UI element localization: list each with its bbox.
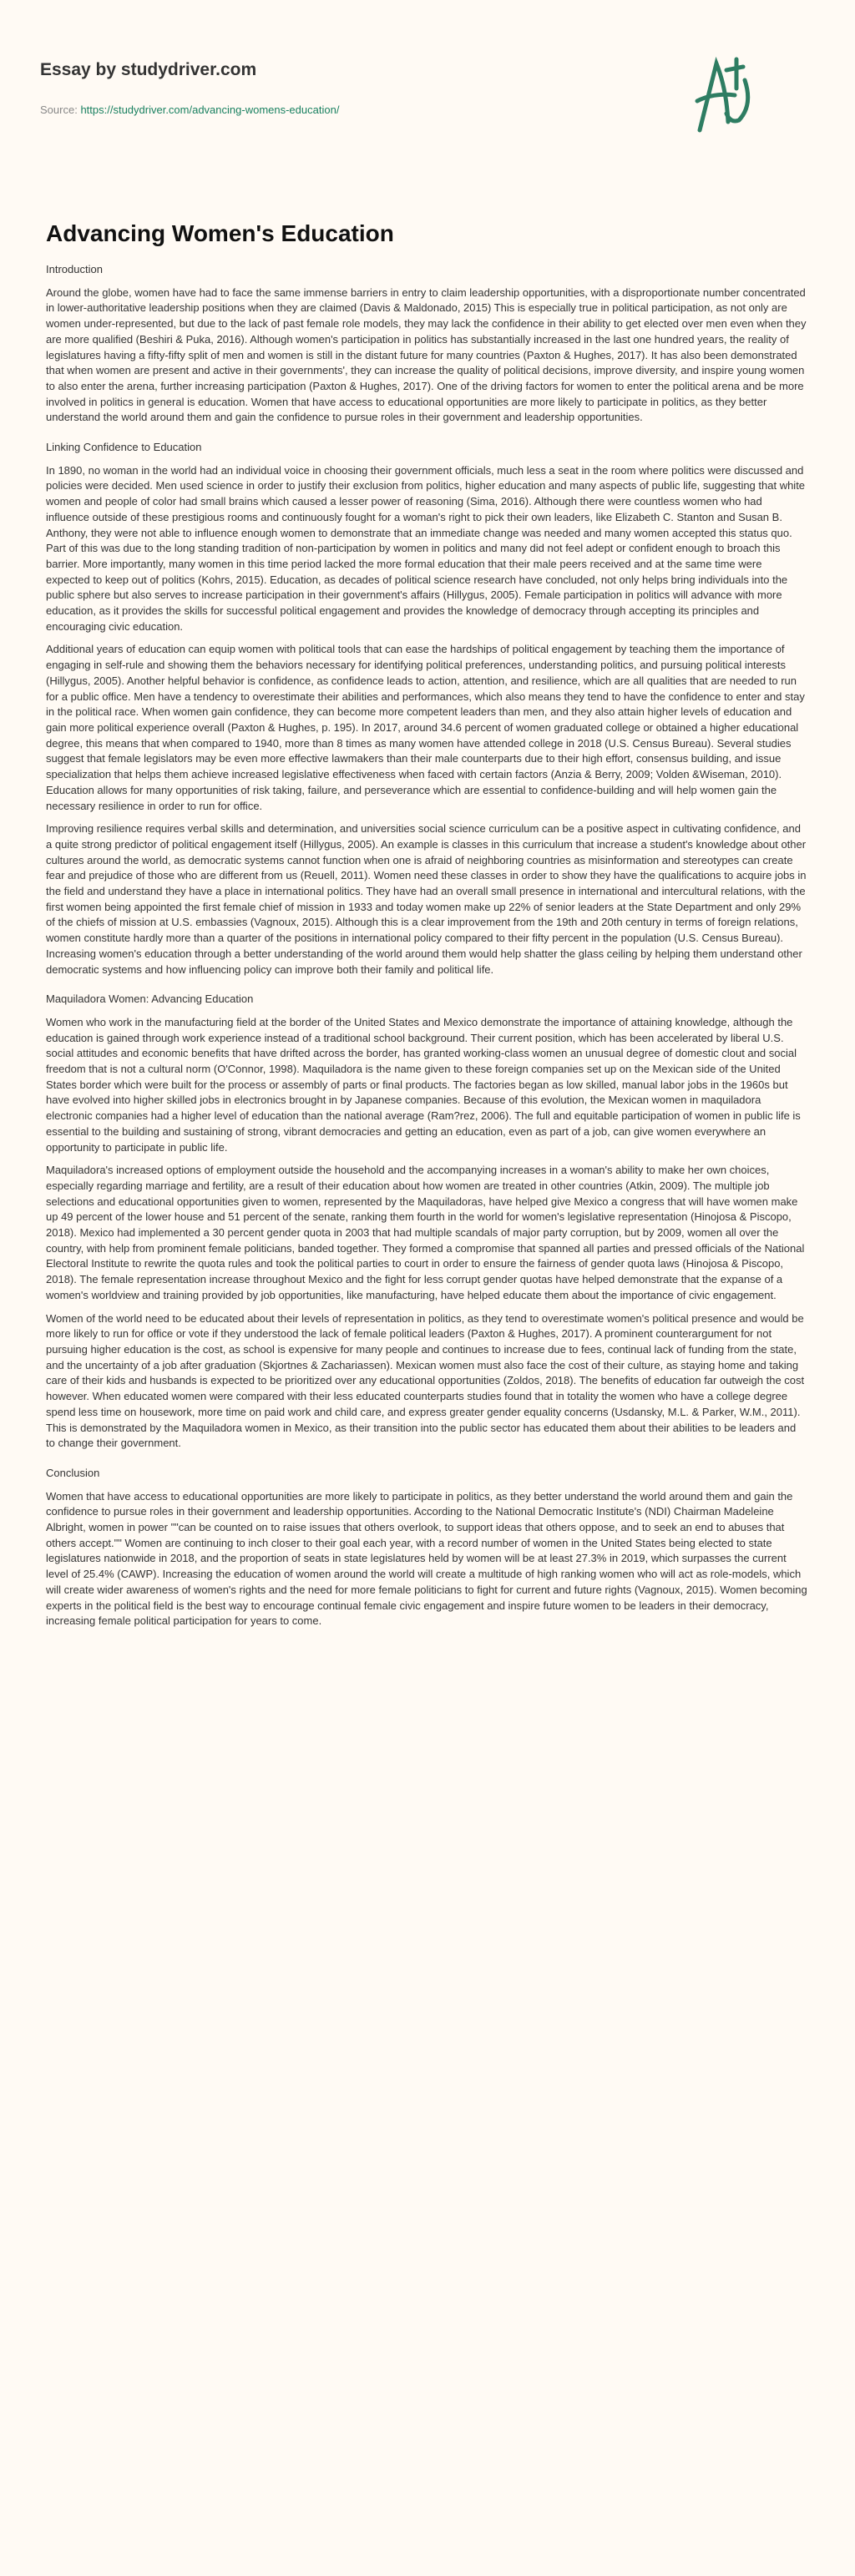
section-heading: Introduction xyxy=(46,263,103,275)
section-heading: Conclusion xyxy=(46,1466,100,1479)
site-title: Essay by studydriver.com xyxy=(40,60,257,79)
section-heading: Maquiladora Women: Advancing Education xyxy=(46,993,254,1006)
source-label: Source: xyxy=(40,104,78,116)
page-header xyxy=(0,0,855,154)
article-body xyxy=(46,262,807,1629)
source-link[interactable]: https://studydriver.com/advancing-womens-education/ xyxy=(80,104,340,116)
paragraph: Around the globe, women have had to face the same immense barriers in entry to claim leadership opportunities, with a disproportionate number concentrated in lower-authoritative leadership positions when they are claimed (Davis & Maldonado, 2015) This is especially true in political participation, as not only are women under-represented, but due to the lack of past female role models, they may lack the confidence in their ability to get elected over men even when they are more qualified (Beshiri & Puka, 2016). Although women's participation in politics has substantially increased in the last one hundred years, the reality of legislatures having a fifty-fifty split of men and women is still in the distant future for many countries (Paxton & Hughes, 2017). It has also been demonstrated that when women are present and active in their governments', they can increase the quality of political decisions, improve diversity, and inspire young women to also enter the arena, further increasing participation (Paxton & Hughes, 2017). One of the driving factors for women to enter the political arena and be more involved in politics in general is education. Women that have access to educational opportunities are more likely to participate in politics, as they better understand the world around them and gain the confidence to pursue roles in their government and leadership opportunities. xyxy=(46,285,807,424)
source-line xyxy=(40,104,339,116)
paragraph: Additional years of education can equip women with political tools that can ease the hardships of political engagement by teaching them the importance of engaging in self-rule and showing them the behaviors necessary for identifying political preferences, understanding politics, and pursuing political interests (Hillygus, 2005). Another helpful behavior is confidence, as confidence leads to action, attention, and resilience, which are all qualities that are needed to run for a public office. Men have a tendency to overestimate their abilities and performances, which also means they tend to have the confidence to enter and stay in the political race. When women gain confidence, they can become more competent leaders than men, and they also attain higher levels of education and gain more political experience overall (Paxton & Hughes, p. 195). In 2017, around 34.6 percent of women graduated college or obtained a higher educational degree, this means that when compared to 1940, more than 8 times as many women have attended college in 2018 (U.S. Census Bureau). Several studies suggest that female legislators may be even more effective lawmakers than their male counterparts due to their high effort, consensus building, and issue specialization that helps them achieve increased legislative effectiveness when faced with certain factors (Anzia & Berry, 2009; Volden &Wiseman, 2010). Education allows for many opportunities of risk taking, failure, and perseverance which are essential to confidence-building and will help women gain the necessary resilience in order to run for office. xyxy=(46,643,805,812)
paragraph: Maquiladora's increased options of employment outside the household and the accompanying increases in a woman's ability to make her own choices, especially regarding marriage and fertility, are a result of their education about how women are treated in other countries (Atkin, 2009). The multiple job selections and educational opportunities given to women, represented by the Maquiladoras, have helped give Mexico a congress that will have women make up 49 percent of the lower house and 51 percent of the senate, ranking them fourth in the world for women's legislative representation (Hinojosa & Piscopo, 2018). Mexico had implemented a 30 percent gender quota in 2003 that had multiple scandals of major party corruption, but by 2009, women all over the country, with help from prominent female politicians, banded together. They formed a compromise that spanned all parties and pressed officials of the National Electoral Institute to rewrite the quota rules and took the political parties to court in order to ensure the fairness of gender quota laws (Hinojosa & Piscopo, 2018). The female representation increase throughout Mexico and the fight for less corrupt gender quotas have helped demonstrate that the expanse of a women's worldview and training provided by job opportunities, like manufacturing, have helped educate them about the importance of civic engagement. xyxy=(46,1164,805,1301)
a-plus-logo-icon xyxy=(693,55,785,139)
paragraph: In 1890, no woman in the world had an individual voice in choosing their government officials, much less a seat in the room where politics were discussed and policies were decided. Men used science in order to justify their exclusion from politics, higher education and many aspects of public life, suggesting that white women and people of color had small brains which caused a lesser power of reasoning (Sima, 2016). Although there were countless women who had influence outside of these prestigious rooms and continuously fought for a woman's right to pick their own leaders, like Elizabeth C. Stanton and Susan B. Anthony, they were not able to influence enough women to demonstrate that an immediate change was needed and many women accepted this status quo. Part of this was due to the long standing tradition of non-participation by women in politics and many did not feel adept or confident enough to broach this barrier. More importantly, many women in this time period lacked the more formal education that their male peers received and at the same time were expected to keep out of politics (Kohrs, 2015). Education, as decades of political science research have concluded, not only helps bring individuals into the public sphere but also serves to increase participation in their government's affairs (Hillygus, 2005). Female participation in politics will advance with more education, as it provides the skills for successful political engagement and provides the knowledge of democracy through accepting its principles and encouraging civic education. xyxy=(46,463,806,633)
paragraph: Women that have access to educational opportunities are more likely to participate in politics, as they better understand the world around them and gain the confidence to pursue roles in their government and leadership opportunities. According to the National Democratic Institute's (NDI) Chairman Madeleine Albright, women in power ""can be counted on to raise issues that others overlook, to support ideas that others oppose, and to seek an end to abuses that others accept."" Women are continuing to inch closer to their goal each year, with a record number of women in the United States being elected to state legislatures nationwide in 2018, and the proportion of seats in state legislatures held by women will be at least 27.3% in 2019, which surpasses the current level of 25.4% (CAWP). Increasing the education of women around the world will create a multitude of high ranking women who will act as role-models, which will create wider awareness of women's rights and the need for more female politicians to fight for current and future rights (Vagnoux, 2015). Women becoming experts in the political field is the best way to encourage continual female civic engagement and inspire future women to be leaders in their democracy, increasing female political participation for years to come. xyxy=(46,1489,807,1628)
article xyxy=(0,220,855,1629)
article-title: Advancing Women's Education xyxy=(46,220,394,246)
paragraph: Women of the world need to be educated about their levels of representation in politics, as they tend to overestimate women's political presence and would be more likely to run for office or vote if they understood the lack of female political leaders (Paxton & Hughes, 2017). A prominent counterargument for not pursuing higher education is the cost, as school is expensive for many people and continues to increase due to fees, continual lack of funding from the state, and the uncertainty of a job after graduation (Skjortnes & Zachariassen). Mexican women must also face the cost of their culture, as staying home and taking care of their kids and husbands is expected to be prioritized over any educational opportunities (Zoldos, 2018). The benefits of education far outweigh the cost however. When educated women were compared with their less educated counterparts studies found that in totality the women who have a college degree spend less time on housework, more time on paid work and child care, and express greater gender equality concerns (Usdansky, M.L. & Parker, W.M., 2011). This is demonstrated by the Maquiladora women in Mexico, as their transition into the public sector has educated them about their abilities to be leaders and to change their government. xyxy=(46,1311,805,1450)
section-heading: Linking Confidence to Education xyxy=(46,441,202,454)
paragraph: Women who work in the manufacturing field at the border of the United States and Mexico demonstrate the importance of attaining knowledge, although the education is gained through work experience instead of a traditional school background. Their current position, which has been accelerated by liberal U.S. social attitudes and economic benefits that have drifted across the border, has granted working-class women an unusual degree of domestic clout and social freedom that is not a cultural norm (O'Connor, 1998). Maquiladora is the name given to these foreign companies set up on the Mexican side of the United States border which were built for the process or assembly of parts or final products. The factories began as low skilled, manual labor jobs in the 1960s but have evolved into higher skilled jobs in electronics brought in by Japanese companies. Because of this evolution, the Mexican women in maquiladora electronic companies had a higher level of education than the national average (Ram?rez, 2006). The full and equitable participation of women in public life is essential to the building and sustaining of strong, vibrant democracies and getting an education, even as part of a job, can give women everywhere an opportunity to participate in public life. xyxy=(46,1015,801,1154)
paragraph: Improving resilience requires verbal skills and determination, and universities social science curriculum can be a positive aspect in cultivating confidence, and a quite strong predictor of political engagement itself (Hillygus, 2005). An example is classes in this curriculum that increase a student's knowledge about other cultures around the world, as democratic systems cannot function when one is afraid of neighboring countries as misinformation and stereotypes can create fear and prejudice of those who are different from us (Reuell, 2011). Women need these classes in order to show they have the qualifications to acquire jobs in the field and understand they have a place in international politics. They have had an overall small presence in international and intercultural relations, with the first women being appointed the first female chief of mission in 1933 and today women make up 22% of senior leaders at the State Department and only 29% of the chiefs of mission at U.S. embassies (Vagnoux, 2015). Although this is a clear improvement from the 19th and 20th century in terms of foreign relations, women constitute hardly more than a quarter of the positions in international policy compared to their fifty percent in the population (U.S. Census Bureau). Increasing women's education through a better understanding of the world around them would help shatter the glass ceiling by helping them understand other democratic systems and how influencing policy can improve both their family and political life. xyxy=(46,822,807,976)
